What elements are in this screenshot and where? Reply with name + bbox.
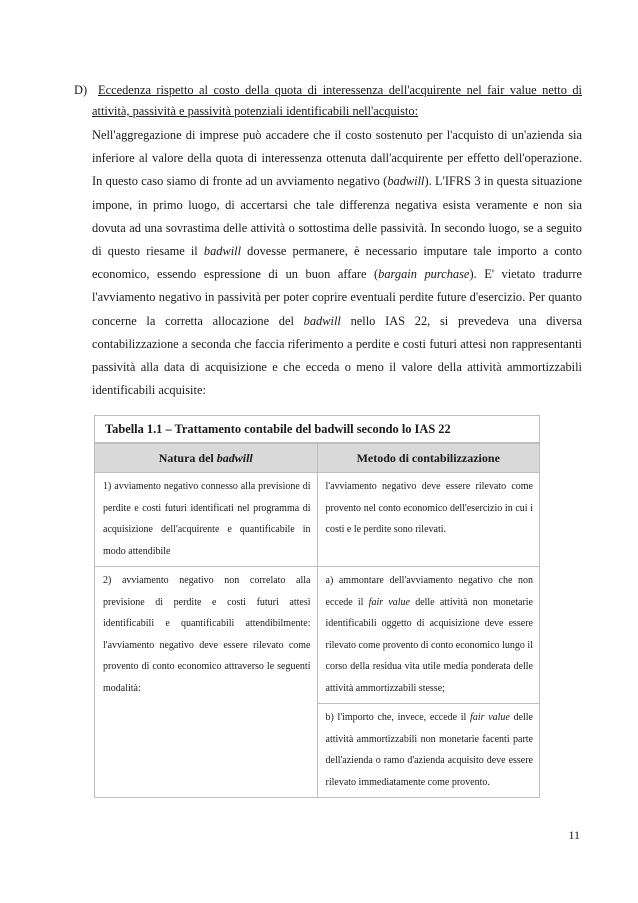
page-number: 11 [568,828,580,842]
body-text-4: ). E' vietato tradurre l'avviamento negativo in passività per poter coprire eventuali perdite future d'esercizio. Per quanto concerne la corretta allocazione del [92,267,582,328]
badwill-table [94,443,540,798]
body-text-3: dovesse permanere, è necessario imputare tale importo a conto economico, essendo espressione di un buon affare ( [92,244,582,282]
term-badwill: badwill [203,244,242,259]
cell-text: delle attività ammortizzabili non monetarie facenti parte dell'azienda o ramo d'azienda acquisito deve essere rilevato immediatamente come provento. [325,712,533,788]
table-row [95,567,540,704]
column-header-text: Natura del [158,450,217,465]
column-header-term: badwill [216,450,253,465]
body-text-2: ). L'IFRS 3 in questa situazione impone, in primo luogo, di accertarsi che tale differenza negativa esista veramente e non sia dovuta ad una sovrastima delle attività o sottostima delle passività. In secondo luogo, se a seguito di questo riesame il [92,174,582,259]
cell-text: a) ammontare dell'avviamento negativo che non eccede il [325,575,533,608]
cell-text: delle attività non monetarie identificabili oggetto di acquisizione deve essere rilevato come provento di conto economico lungo il corso della residua vita utile media ponderata delle attività ammortizzabili stesse; [325,596,533,694]
term-badwill: badwill [387,174,425,189]
table-cell [317,704,540,798]
section-heading [74,80,582,122]
heading-label: D) [74,83,88,97]
heading-line-1 [74,80,582,101]
cell-text: b) l'importo che, invece, eccede il [325,712,471,723]
table-cell [317,567,540,704]
table-title: Tabella 1.1 – Trattamento contabile del badwill secondo lo IAS 22 [94,415,540,443]
term-bargain-purchase: bargain purchase [378,267,470,282]
table-header-row [95,444,540,473]
table-cell: 2) avviamento negativo non correlato alla previsione di perdite e costi futuri attesi identificabili e quantificabili attendibilmente: l'avviamento negativo deve essere rilevato come provento di conto economico attraverso le seguenti modalità: [95,567,318,798]
term-badwill: badwill [303,313,341,328]
table-cell: l'avviamento negativo deve essere rilevato come provento nel conto economico dell'esercizio in cui i costi e le perdite sono rilevati. [317,473,540,567]
heading-text-2: attività, passività e passività potenziali identificabili nell'acquisto: [92,104,419,118]
column-header-metodo: Metodo di contabilizzazione [317,444,540,473]
term-fair-value: fair value [470,712,510,723]
heading-text-1: Eccedenza rispetto al costo della quota di interessenza dell'acquirente nel fair value netto di [98,83,583,97]
term-fair-value: fair value [368,596,410,608]
table-cell: 1) avviamento negativo connesso alla previsione di perdite e costi futuri identificati nel programma di acquisizione dell'acquirente e quantificabile in modo attendibile [95,473,318,567]
body-paragraph [92,124,582,402]
body-text-5: nello IAS 22, si prevedeva una diversa contabilizzazione a seconda che faccia riferimento a perdite e costi futuri attesi non rappresentanti passività alla data di acquisizione e che ecceda o meno il valore della attività ammortizzabili identificabili acquisite: [92,313,582,398]
body-text-1: Nell'aggregazione di imprese può accadere che il costo sostenuto per l'acquisto di un'azienda sia inferiore al valore della quota di interessenza ottenuta dall'acquirente per effetto dell'operazione. In questo caso siamo di fronte ad un avviamento negativo ( [92,128,582,189]
column-header-natura [95,444,318,473]
table-row [95,473,540,567]
